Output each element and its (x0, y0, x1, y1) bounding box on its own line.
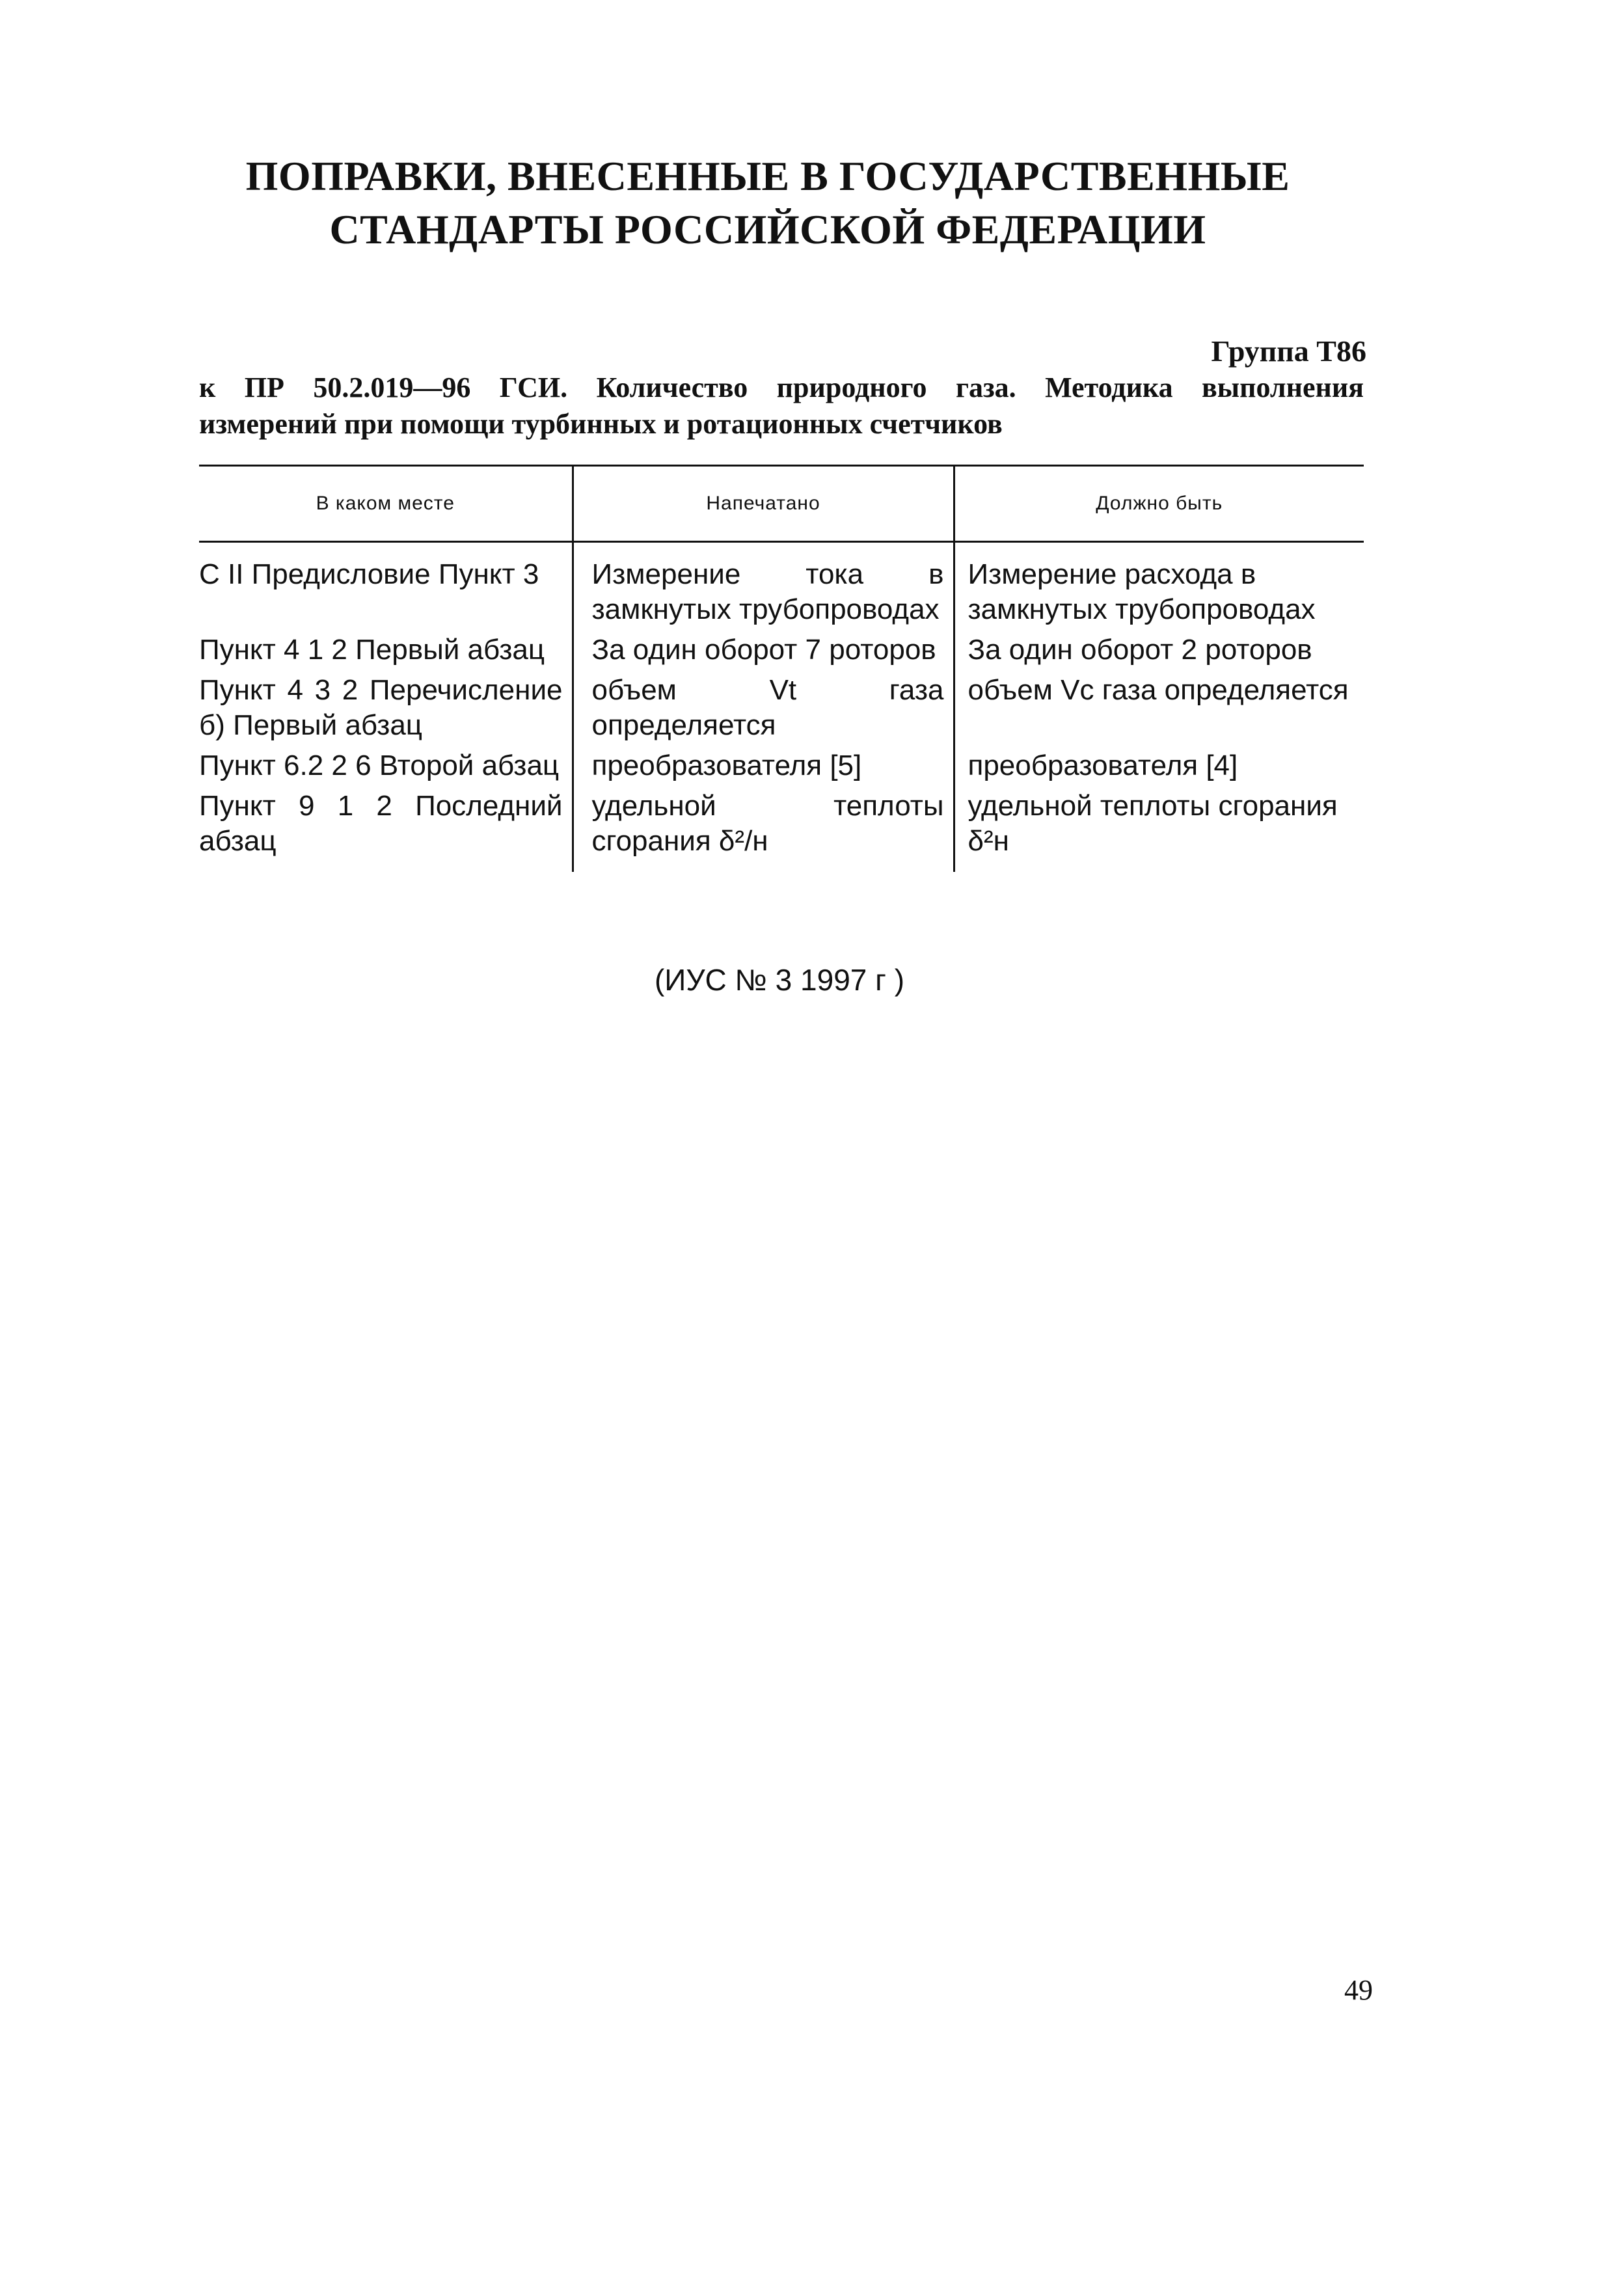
table-row (199, 673, 1364, 748)
document-reference-line-2: измерений при помощи турбинных и ротационных счетчиков (199, 408, 1003, 440)
cell-place: С II Предисловие Пункт 3 (199, 558, 539, 590)
column-header-place: В каком месте (199, 466, 573, 542)
cell-printed: Измерение тока в замкнутых трубопроводах (573, 542, 954, 633)
cell-should-be: Измерение расхода в замкнутых трубопроводах (954, 542, 1364, 633)
cell-place: Пункт 4 3 2 Перечисление б) Первый абзац (199, 674, 563, 741)
corrections-table (199, 465, 1364, 872)
cell-should-be: удельной теплоты сгорания δ²н (954, 789, 1364, 872)
table-row (199, 632, 1364, 673)
group-label: Группа Т86 (1211, 334, 1366, 368)
page-title-line-2: СТАНДАРТЫ РОССИЙСКОЙ ФЕДЕРАЦИИ (329, 206, 1206, 252)
page-title (195, 150, 1340, 256)
cell-printed: За один оборот 7 роторов (573, 632, 954, 673)
cell-place: Пункт 9 1 2 Последний абзац (199, 790, 563, 857)
table-row (199, 748, 1364, 789)
document-reference-line-1: к ПР 50.2.019—96 ГСИ. Количество природного газа. Методика выполнения (199, 372, 1364, 403)
table-header-row (199, 466, 1364, 542)
column-header-should-be: Должно быть (954, 466, 1364, 542)
corrections-table-container (199, 465, 1364, 872)
cell-printed: преобразователя [5] (573, 748, 954, 789)
page-number: 49 (1344, 1974, 1373, 2006)
cell-should-be: За один оборот 2 роторов (954, 632, 1364, 673)
cell-printed: объем Vt газа определяется (573, 673, 954, 748)
page-title-line-1: ПОПРАВКИ, ВНЕСЕННЫЕ В ГОСУДАРСТВЕННЫЕ (245, 153, 1290, 199)
document-reference (199, 370, 1364, 442)
column-header-printed: Напечатано (573, 466, 954, 542)
cell-place: Пункт 4 1 2 Первый абзац (199, 634, 545, 666)
cell-should-be: преобразователя [4] (954, 748, 1364, 789)
table-row (199, 789, 1364, 872)
cell-should-be: объем Vc газа определяется (954, 673, 1364, 748)
source-reference: (ИУС № 3 1997 г ) (654, 963, 905, 997)
table-row (199, 542, 1364, 633)
cell-printed: удельной теплоты сгорания δ²/н (573, 789, 954, 872)
cell-place: Пункт 6.2 2 6 Второй абзац (199, 750, 560, 781)
